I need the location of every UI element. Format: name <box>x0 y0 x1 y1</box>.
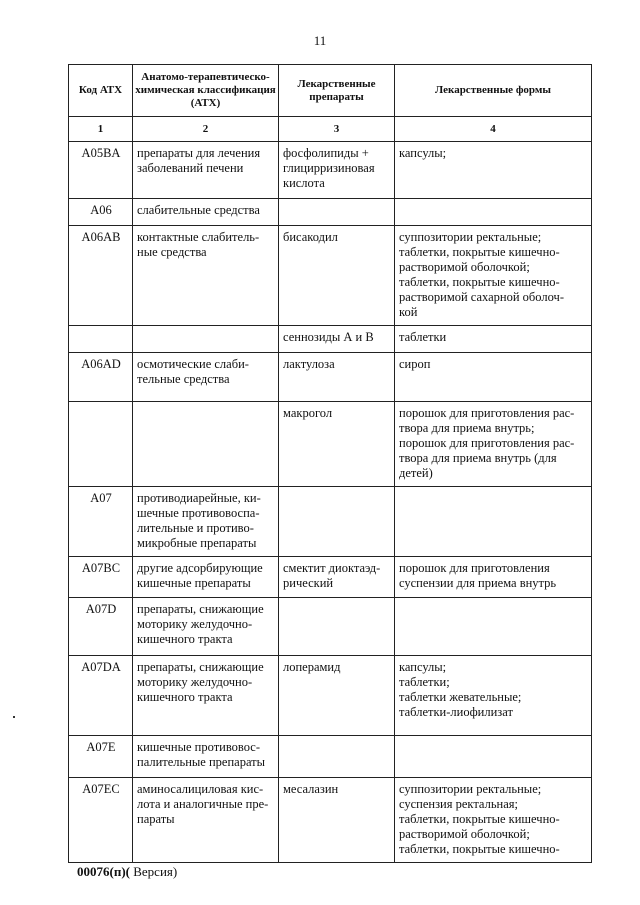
forms-line: твора для приема внутрь (для <box>399 451 557 465</box>
forms-cell <box>395 199 592 226</box>
drug-cell <box>279 326 395 353</box>
drug-cell <box>279 736 395 778</box>
forms-cell <box>395 402 592 487</box>
forms-line: твора для приема внутрь; <box>399 421 535 435</box>
forms-cell <box>395 226 592 326</box>
classification-cell <box>133 353 279 402</box>
forms-line: суппозитории ректальные; <box>399 782 542 796</box>
drug-line: сеннозиды А и В <box>283 330 374 344</box>
forms-cell <box>395 778 592 863</box>
forms-line: порошок для приготовления рас- <box>399 436 575 450</box>
classification-line: препараты, снижающие <box>137 602 264 616</box>
forms-line: растворимой оболочкой; <box>399 260 530 274</box>
table-row <box>69 226 592 326</box>
atx-code-cell: A07D <box>69 598 133 656</box>
table-row <box>69 557 592 598</box>
classification-line: кишечные противовос- <box>137 740 261 754</box>
forms-line: суппозитории ректальные; <box>399 230 542 244</box>
page-number: 11 <box>313 33 327 48</box>
column-number: 4 <box>395 117 592 142</box>
atx-code-cell: A07 <box>69 487 133 557</box>
classification-line: тельные средства <box>137 372 230 386</box>
classification-cell <box>133 778 279 863</box>
atx-code-cell: A06AD <box>69 353 133 402</box>
classification-line: осмотические слаби- <box>137 357 249 371</box>
classification-line: контактные слабитель- <box>137 230 260 244</box>
drug-line: лоперамид <box>283 660 341 674</box>
classification-line: кишечного тракта <box>137 632 233 646</box>
classification-line: шечные противовоспа- <box>137 506 260 520</box>
forms-cell <box>395 656 592 736</box>
header-row <box>69 65 592 117</box>
atx-code-cell <box>69 326 133 353</box>
atx-code-cell <box>69 402 133 487</box>
forms-cell <box>395 487 592 557</box>
atx-code-cell: A06AB <box>69 226 133 326</box>
classification-line: заболеваний печени <box>137 161 244 175</box>
classification-cell <box>133 326 279 353</box>
classification-line: ные средства <box>137 245 207 259</box>
drug-line: месалазин <box>283 782 339 796</box>
footer <box>77 864 177 880</box>
classification-cell <box>133 199 279 226</box>
footer-number: 00076(п)( <box>77 864 130 879</box>
drug-cell <box>279 598 395 656</box>
header-forms: Лекарственные формы <box>395 65 592 117</box>
forms-line: сироп <box>399 357 431 371</box>
drug-line: фосфолипиды + <box>283 146 369 160</box>
classification-line: микробные препараты <box>137 536 257 550</box>
forms-line: таблетки, покрытые кишечно- <box>399 245 560 259</box>
classification-cell <box>133 226 279 326</box>
drug-cell <box>279 656 395 736</box>
drug-cell <box>279 353 395 402</box>
classification-line: кишечные препараты <box>137 576 251 590</box>
forms-line: таблетки жевательные; <box>399 690 522 704</box>
table-row <box>69 656 592 736</box>
forms-line: таблетки <box>399 330 447 344</box>
atx-code-cell: A06 <box>69 199 133 226</box>
table-row <box>69 353 592 402</box>
atx-table <box>68 64 592 863</box>
forms-line: таблетки, покрытые кишечно- <box>399 275 560 289</box>
atx-code-cell: A07DA <box>69 656 133 736</box>
classification-cell <box>133 142 279 199</box>
atx-code-cell: A07E <box>69 736 133 778</box>
classification-line: другие адсорбирующие <box>137 561 263 575</box>
classification-line: палительные препараты <box>137 755 266 769</box>
drug-line: макрогол <box>283 406 333 420</box>
classification-cell <box>133 557 279 598</box>
header-drug: Лекарственные препараты <box>279 65 395 117</box>
drug-cell <box>279 142 395 199</box>
forms-line: суспензия ректальная; <box>399 797 518 811</box>
forms-line: таблетки; <box>399 675 450 689</box>
forms-cell <box>395 142 592 199</box>
column-number: 3 <box>279 117 395 142</box>
drug-cell <box>279 226 395 326</box>
forms-line: порошок для приготовления <box>399 561 550 575</box>
forms-line: капсулы; <box>399 660 447 674</box>
table-row <box>69 326 592 353</box>
drug-cell <box>279 199 395 226</box>
classification-line: слабительные средства <box>137 203 260 217</box>
classification-line: аминосалициловая кис- <box>137 782 264 796</box>
classification-line: параты <box>137 812 175 826</box>
forms-line: растворимой сахарной оболоч- <box>399 290 564 304</box>
classification-line: препараты для лечения <box>137 146 261 160</box>
drug-cell <box>279 778 395 863</box>
drug-line: смектит диоктаэд- <box>283 561 381 575</box>
forms-line: кой <box>399 305 418 319</box>
classification-line: препараты, снижающие <box>137 660 264 674</box>
margin-mark <box>13 716 15 718</box>
forms-line: таблетки-лиофилизат <box>399 705 513 719</box>
classification-line: моторику желудочно- <box>137 617 253 631</box>
forms-line: растворимой оболочкой; <box>399 827 530 841</box>
column-number: 1 <box>69 117 133 142</box>
classification-line: лота и аналогичные пре- <box>137 797 269 811</box>
drug-cell <box>279 557 395 598</box>
drug-line: бисакодил <box>283 230 338 244</box>
table-row <box>69 487 592 557</box>
footer-version: Версия) <box>129 864 178 879</box>
table-row <box>69 142 592 199</box>
table-row <box>69 778 592 863</box>
forms-cell <box>395 736 592 778</box>
drug-cell <box>279 402 395 487</box>
classification-cell <box>133 598 279 656</box>
forms-line: таблетки, покрытые кишечно- <box>399 812 560 826</box>
table-row <box>69 598 592 656</box>
classification-line: лительные и противо- <box>137 521 254 535</box>
forms-line: детей) <box>399 466 433 480</box>
column-number: 2 <box>133 117 279 142</box>
forms-cell <box>395 353 592 402</box>
header-classification: Анатомо-терапевтическо-химическая классификация (АТХ) <box>133 65 279 117</box>
column-numbers-row <box>69 117 592 142</box>
forms-line: порошок для приготовления рас- <box>399 406 575 420</box>
forms-line: таблетки, покрытые кишечно- <box>399 842 560 856</box>
classification-line: моторику желудочно- <box>137 675 253 689</box>
forms-cell <box>395 557 592 598</box>
classification-line: кишечного тракта <box>137 690 233 704</box>
drug-line: лактулоза <box>283 357 335 371</box>
atx-code-cell: A07EC <box>69 778 133 863</box>
drug-line: рический <box>283 576 334 590</box>
forms-line: суспензии для приема внутрь <box>399 576 557 590</box>
drug-line: кислота <box>283 176 325 190</box>
drug-cell <box>279 487 395 557</box>
table-row <box>69 199 592 226</box>
table-row <box>69 736 592 778</box>
forms-cell <box>395 598 592 656</box>
classification-cell <box>133 402 279 487</box>
forms-cell <box>395 326 592 353</box>
classification-cell <box>133 487 279 557</box>
atx-code-cell: A07BC <box>69 557 133 598</box>
classification-cell <box>133 656 279 736</box>
forms-line: капсулы; <box>399 146 447 160</box>
drug-line: глицирризиновая <box>283 161 375 175</box>
atx-code-cell: A05BA <box>69 142 133 199</box>
classification-cell <box>133 736 279 778</box>
table-row <box>69 402 592 487</box>
header-code: Код АТХ <box>69 65 133 117</box>
classification-line: противодиарейные, ки- <box>137 491 261 505</box>
